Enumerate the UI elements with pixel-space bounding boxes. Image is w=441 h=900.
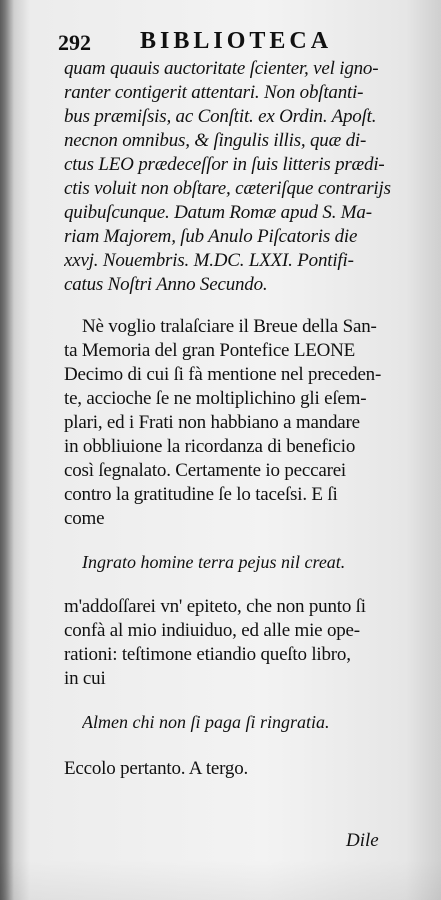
paragraph-line: così ſegnalato. Certamente io peccarei xyxy=(64,460,347,481)
brief-line: bus præmiſsis, ac Conſtit. ex Ordin. Apoſt. xyxy=(64,106,377,127)
quotation-verse: Ingrato homine terra pejus nil creat. xyxy=(82,552,346,572)
paragraph-line: Decimo di cui ſi fà mentione nel preceden- xyxy=(64,364,382,385)
running-title: BIBLIOTECA xyxy=(140,28,333,54)
page-header xyxy=(58,26,418,56)
binding-gutter-shadow xyxy=(0,0,14,900)
brief-line: ctis voluit non obſtare, cæteriſque contrarijs xyxy=(64,178,391,199)
brief-line: xxvj. Nouembris. M.DC. LXXI. Pontifi- xyxy=(64,250,354,271)
page-shadow xyxy=(0,860,441,900)
paragraph-line: rationi: teſtimone etiandio queſto libro, xyxy=(64,644,351,665)
quotation-verse: Almen chi non ſi paga ſi ringratia. xyxy=(82,712,330,732)
paragraph-line: plari, ed i Frati non habbiano a mandare xyxy=(64,412,360,433)
brief-line: quam quauis auctoritate ſcienter, vel igno- xyxy=(64,58,379,79)
closing-line: Eccolo pertanto. A tergo. xyxy=(64,758,249,779)
page-number: 292 xyxy=(58,30,91,55)
paragraph-line: Nè voglio tralaſciare il Breue della San- xyxy=(82,316,377,337)
brief-line: catus Noſtri Anno Secundo. xyxy=(64,274,268,295)
paragraph-line: confà al mio indiuiduo, ed alle mie ope- xyxy=(64,620,360,641)
paragraph-line: contro la gratitudine ſe lo taceſsi. E ſi xyxy=(64,484,338,505)
paragraph-line: in obbliuione la ricordanza di beneficio xyxy=(64,436,356,457)
brief-line: necnon omnibus, & ſingulis illis, quæ di- xyxy=(64,130,367,151)
brief-line: ctus LEO prædeceſſor in ſuis litteris prædi- xyxy=(64,154,385,175)
brief-line: ranter contigerit attentari. Non obſtanti- xyxy=(64,82,364,103)
paragraph-line: come xyxy=(64,508,105,529)
paragraph-line: te, accioche ſe ne moltiplichino gli eſem- xyxy=(64,388,367,409)
paragraph-line: m'addoſſarei vn' epiteto, che non punto ſi xyxy=(64,596,366,617)
paragraph-line: ta Memoria del gran Pontefice LEONE xyxy=(64,340,356,361)
brief-line: quibuſcunque. Datum Romæ apud S. Ma- xyxy=(64,202,372,223)
brief-line: riam Majorem, ſub Anulo Piſcatoris die xyxy=(64,226,358,247)
catchword: Dile xyxy=(346,830,379,851)
paragraph-line: in cui xyxy=(64,668,106,689)
